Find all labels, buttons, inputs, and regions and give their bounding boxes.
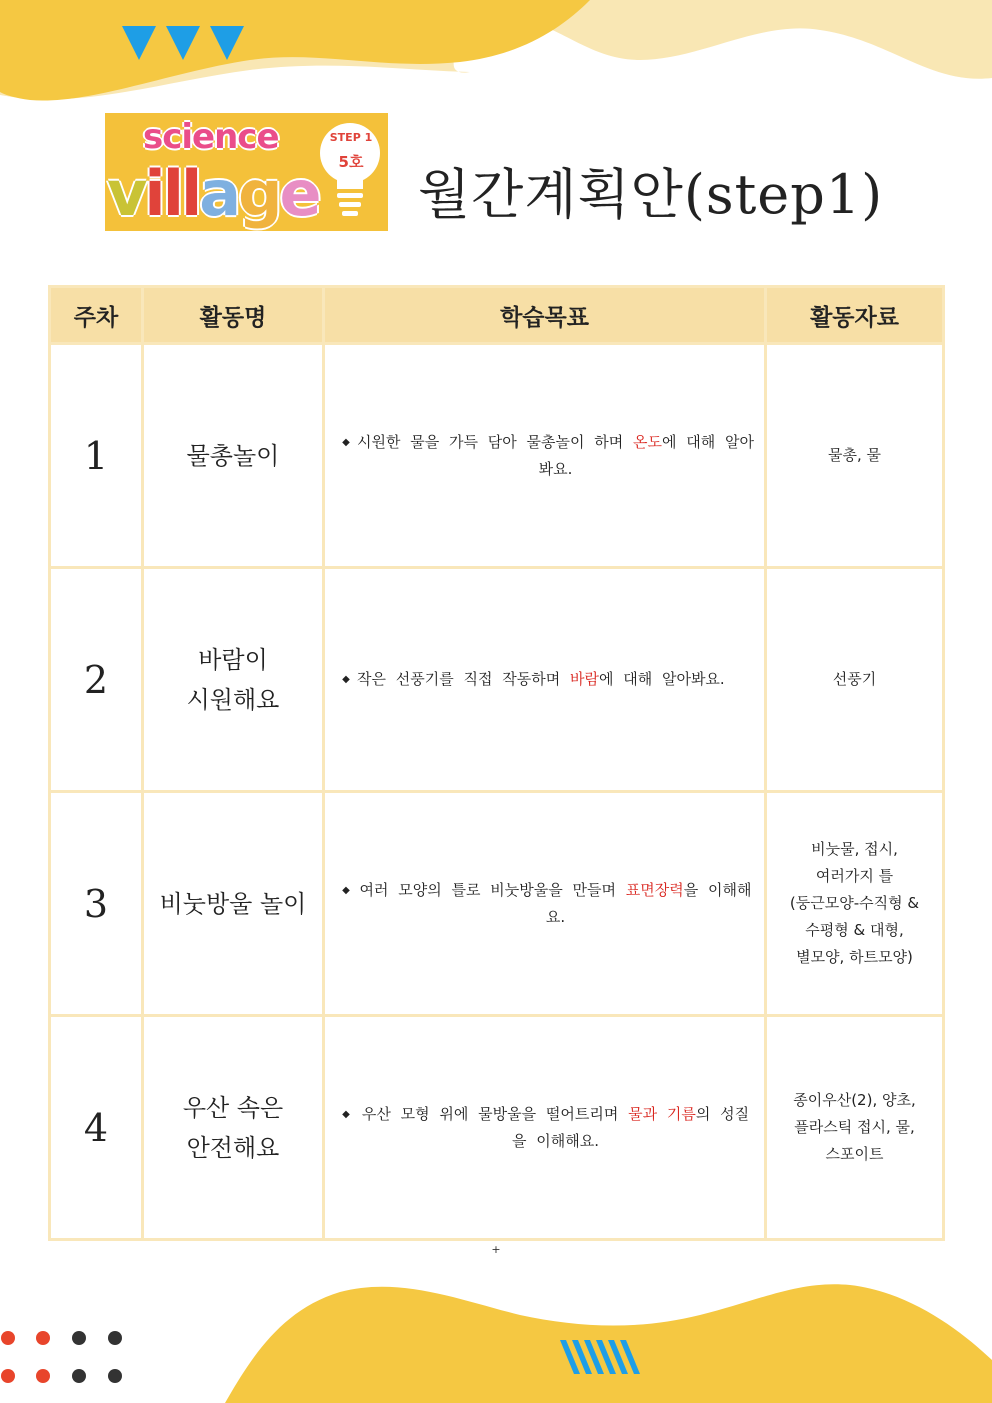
goal-keyword: 바람	[569, 670, 599, 688]
week-number: 1	[50, 344, 143, 568]
activity-name-cell	[143, 344, 324, 568]
goal-keyword: 표면장력	[625, 880, 684, 899]
diamond-bullet-icon: ◆	[342, 1108, 350, 1120]
activity-name-cell	[143, 792, 324, 1016]
materials-cell	[766, 344, 944, 568]
week-number: 3	[50, 792, 143, 1016]
learning-goal-text	[357, 1101, 754, 1155]
week-number: 2	[50, 568, 143, 792]
page-title: 월간계획안(step1)	[418, 163, 884, 226]
dots-decoration	[0, 1325, 130, 1395]
logo-letter: a	[199, 157, 239, 230]
learning-goal-cell	[324, 1016, 766, 1240]
table-row	[50, 792, 944, 1016]
science-village-logo	[105, 113, 388, 231]
column-header-materials: 활동자료	[766, 287, 944, 344]
goal-text-part: 여러 모양의 틀로 비눗방울을 만들며	[359, 880, 626, 899]
page-mark: +	[491, 1243, 501, 1256]
learning-goal-text	[357, 666, 725, 693]
logo-step-label: STEP 1	[329, 131, 373, 144]
logo-letter: i	[144, 157, 163, 230]
activity-name-line: 안전해요	[186, 1133, 280, 1162]
activity-name-line: 비눗방울 놀이	[159, 889, 307, 918]
goal-keyword: 물과 기름	[628, 1104, 696, 1123]
goal-text-part: 시원한 물을 가득 담아 물총놀이 하며	[357, 432, 633, 451]
top-wave-decoration	[0, 0, 992, 120]
table-row	[50, 568, 944, 792]
logo-word-village	[107, 157, 319, 230]
learning-goal-cell	[324, 568, 766, 792]
table-header-row	[50, 287, 944, 344]
learning-goal-text	[357, 429, 754, 483]
goal-text-part: 의 성질을 이해해요.	[512, 1104, 750, 1150]
table-row	[50, 344, 944, 568]
logo-word-science: science	[143, 117, 279, 157]
table-row	[50, 1016, 944, 1240]
activity-name-line: 바람이	[198, 645, 268, 674]
material-line: 별모양, 하트모양)	[796, 948, 913, 966]
goal-text-part: 에 대해 알아봐요.	[538, 432, 754, 478]
logo-letter: l	[162, 157, 181, 230]
material-line: 종이우산(2), 양초,	[793, 1091, 916, 1109]
logo-letter: v	[107, 157, 145, 230]
materials-cell	[766, 568, 944, 792]
goal-text-part: 을 이해해요.	[545, 880, 752, 926]
bottom-wave-decoration	[0, 1270, 992, 1403]
materials-cell	[766, 1016, 944, 1240]
diamond-bullet-icon: ◆	[342, 436, 350, 448]
activity-name-cell	[143, 1016, 324, 1240]
logo-letter: g	[238, 157, 280, 230]
material-line: 여러가지 틀	[815, 867, 894, 885]
goal-text-part: 우산 모형 위에 물방울을 떨어트리며	[361, 1104, 629, 1123]
material-line: 물총, 물	[827, 446, 881, 464]
monthly-plan-table	[48, 285, 945, 1241]
goal-text-part: 에 대해 알아봐요.	[598, 670, 725, 688]
material-line: 플라스틱 접시, 물,	[794, 1118, 915, 1136]
material-line: 수평형 & 대형,	[805, 921, 904, 939]
logo-letter: e	[279, 157, 319, 230]
material-line: 비눗물, 접시,	[811, 840, 898, 858]
learning-goal-text	[357, 877, 754, 931]
learning-goal-cell	[324, 344, 766, 568]
diamond-bullet-icon: ◆	[342, 674, 350, 685]
column-header-goal: 학습목표	[324, 287, 766, 344]
activity-name-cell	[143, 568, 324, 792]
material-line: 스포이트	[825, 1145, 884, 1163]
column-header-week: 주차	[50, 287, 143, 344]
materials-cell	[766, 792, 944, 1016]
diamond-bullet-icon: ◆	[342, 884, 350, 896]
logo-letter: l	[180, 157, 200, 230]
table-body	[50, 344, 944, 1240]
activity-name-line: 물총놀이	[186, 441, 280, 470]
goal-text-part: 작은 선풍기를 직접 작동하며	[357, 670, 570, 688]
week-number: 4	[50, 1016, 143, 1240]
logo-issue-label: 5호	[338, 153, 364, 171]
activity-name-line: 시원해요	[186, 685, 280, 714]
learning-goal-cell	[324, 792, 766, 1016]
goal-keyword: 온도	[632, 432, 662, 451]
activity-name-line: 우산 속은	[182, 1093, 284, 1122]
column-header-activity: 활동명	[143, 287, 324, 344]
material-line: (둥근모양-수직형 &	[789, 894, 920, 912]
material-line: 선풍기	[832, 670, 877, 688]
